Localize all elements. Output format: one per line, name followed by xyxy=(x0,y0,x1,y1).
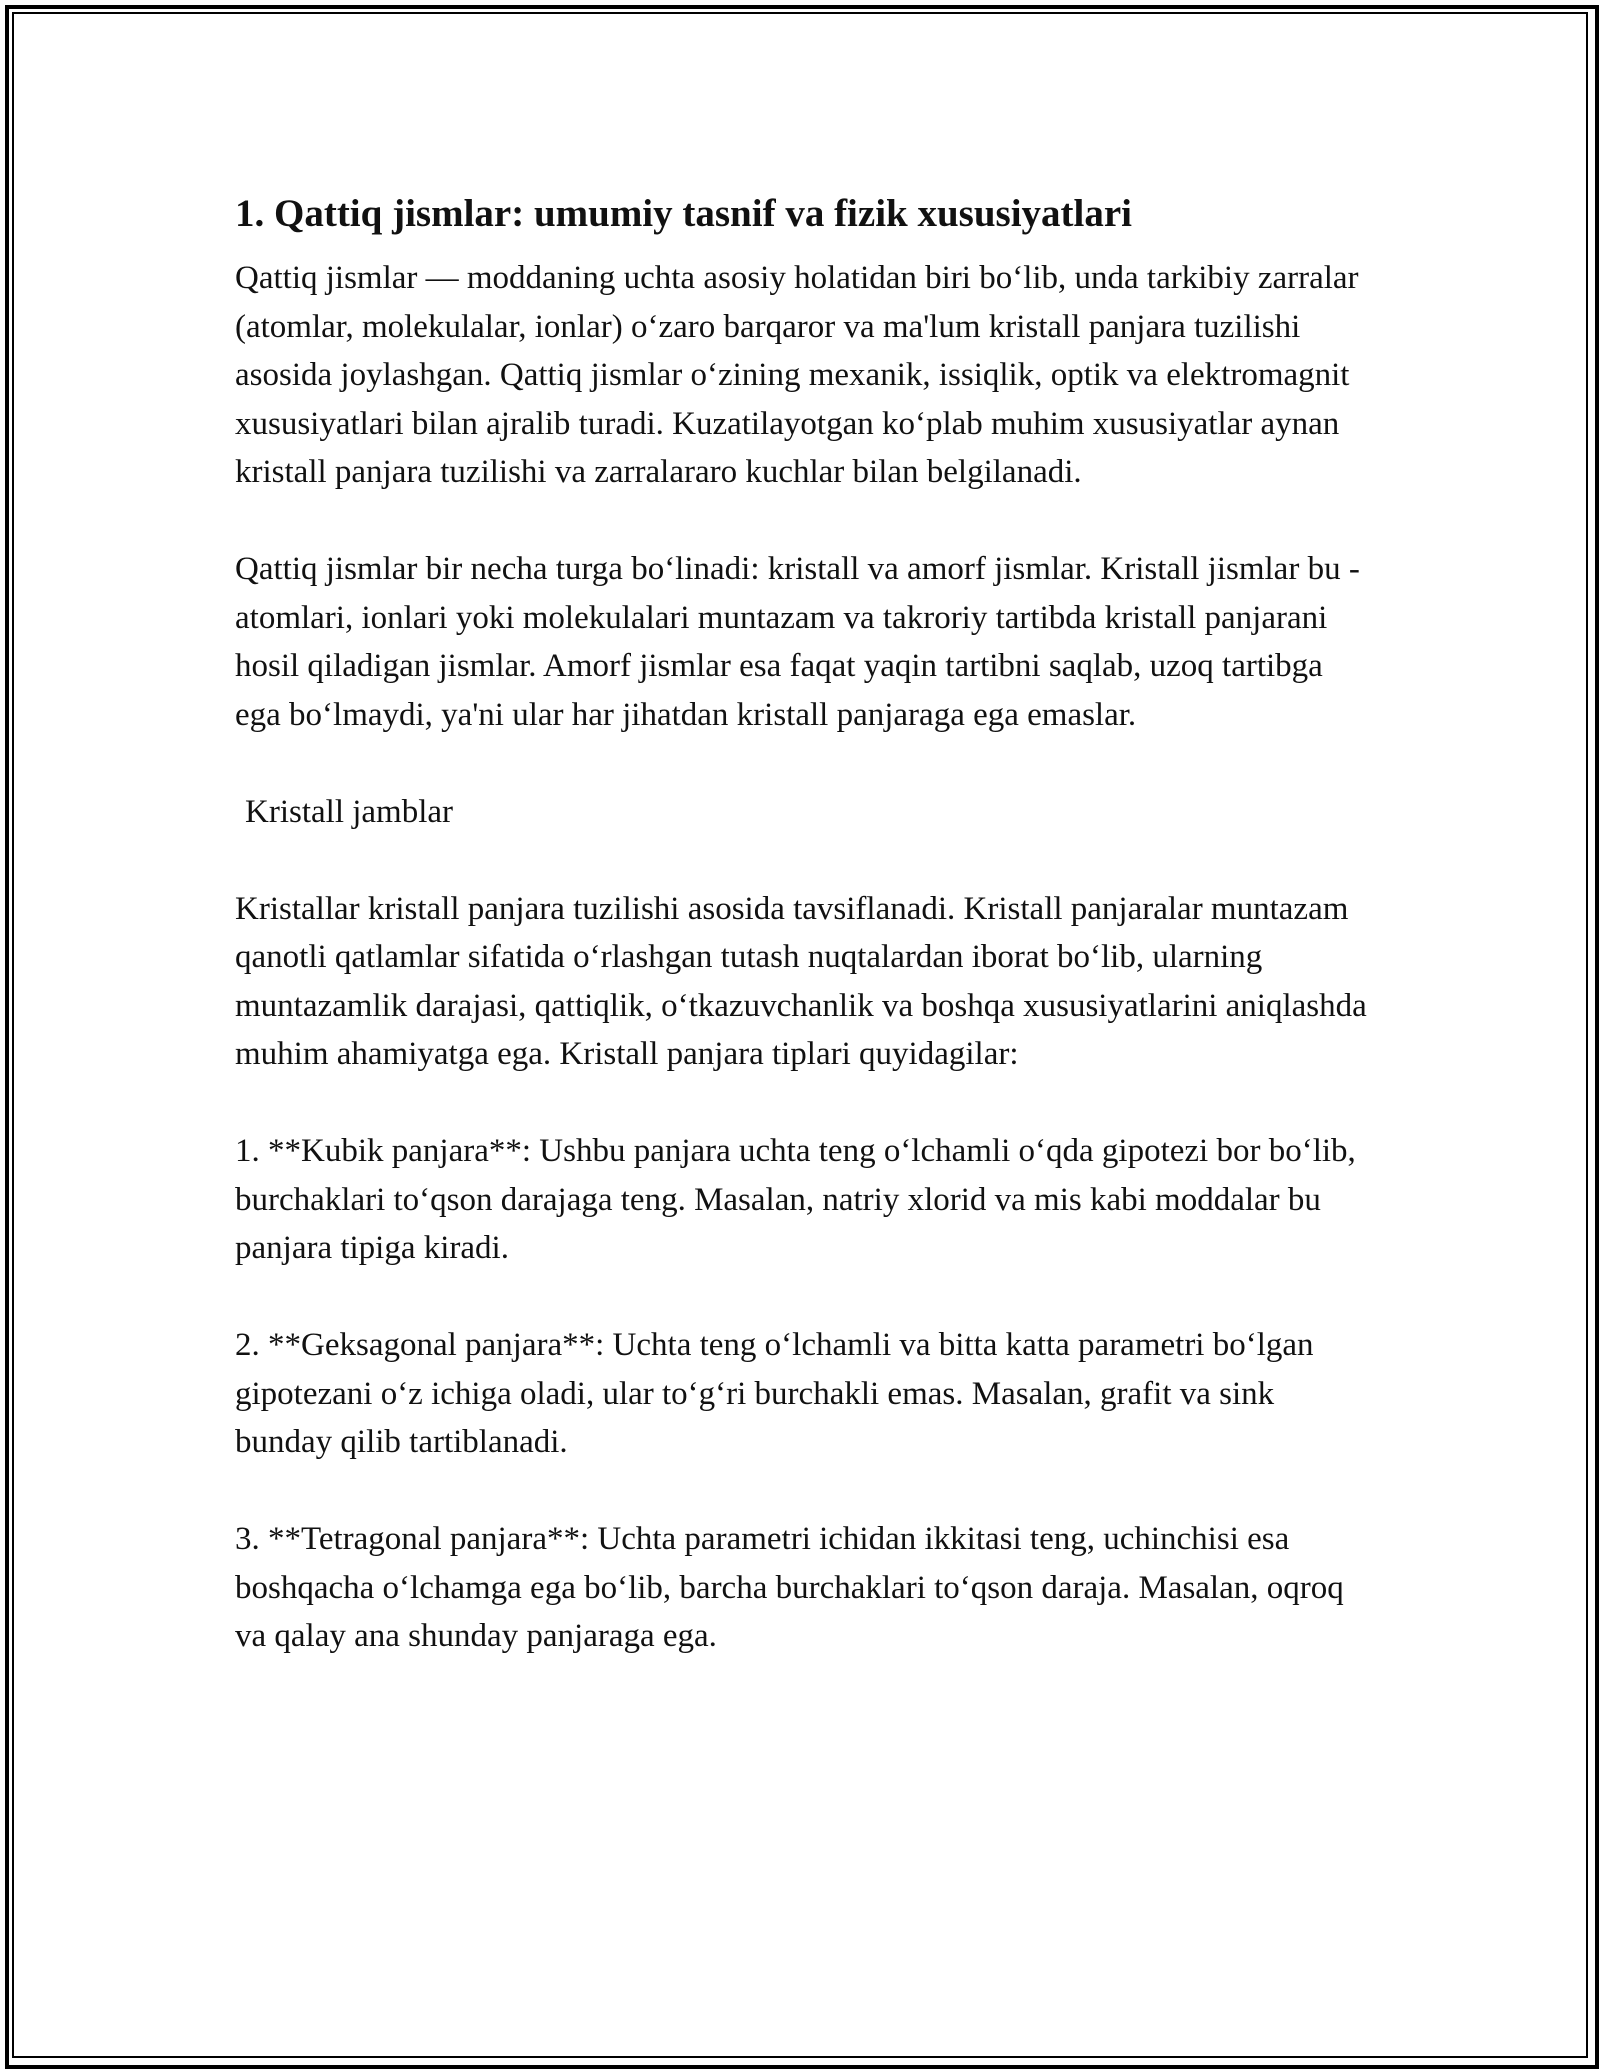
list-item-hexagonal: 2. **Geksagonal panjara**: Uchta teng o‘lchamli va bitta katta parametri bo‘lgan gipotezani o‘z ichiga oladi, ular to‘g‘ri burchakli emas. Masalan, grafit va sink bunday qilib tartiblanadi. xyxy=(235,1327,1314,1460)
list-item-tetragonal: 3. **Tetragonal panjara**: Uchta parametri ichidan ikkitasi teng, uchinchisi esa boshqacha o‘lchamga ega bo‘lib, barcha burchaklari to‘qson daraja. Masalan, oqroq va qalay ana shunday panjaraga ega. xyxy=(235,1521,1344,1654)
classification-paragraph: Qattiq jismlar bir necha turga bo‘linadi: kristall va amorf jismlar. Kristall jismlar bu - atomlari, ionlari yoki molekulalari muntazam va takroriy tartibda kristall panjarani hosil qiladigan jismlar. Amorf jismlar esa faqat yaqin tartibni saqlab, uzoq tartibga ega bo‘lmaydi, ya'ni ular har jihatdan kristall panjaraga ega emaslar. xyxy=(235,551,1360,733)
intro-paragraph: Qattiq jismlar — moddaning uchta asosiy holatidan biri bo‘lib, unda tarkibiy zarralar (atomlar, molekulalar, ionlar) o‘zaro barqaror va ma'lum kristall panjara tuzilishi asosida joylashgan. Qattiq jismlar o‘zining mexanik, issiqlik, optik va elektromagnit xususiyatlari bilan ajralib turadi. Kuzatilayotgan ko‘plab muhim xususiyatlar aynan kristall panjara tuzilishi va zarralararo kuchlar bilan belgilanadi. xyxy=(235,260,1359,490)
document-body xyxy=(235,186,1370,1709)
section-heading: 1. Qattiq jismlar: umumiy tasnif va fizik xususiyatlari xyxy=(235,192,1133,235)
subheading-kristall-jamblar: Kristall jamblar xyxy=(245,793,454,830)
list-item-cubic: 1. **Kubik panjara**: Ushbu panjara uchta teng o‘lchamli o‘qda gipotezi bor bo‘lib, burchaklari to‘qson darajaga teng. Masalan, natriy xlorid va mis kabi moddalar bu panjara tipiga kiradi. xyxy=(235,1133,1356,1266)
crystal-lattice-paragraph: Kristallar kristall panjara tuzilishi asosida tavsiflanadi. Kristall panjaralar muntazam qanotli qatlamlar sifatida o‘rlashgan tutash nuqtalardan iborat bo‘lib, ularning muntazamlik darajasi, qattiqlik, o‘tkazuvchanlik va boshqa xususiyatlarini aniqlashda muhim ahamiyatga ega. Kristall panjara tiplari quyidagilar: xyxy=(235,890,1367,1072)
